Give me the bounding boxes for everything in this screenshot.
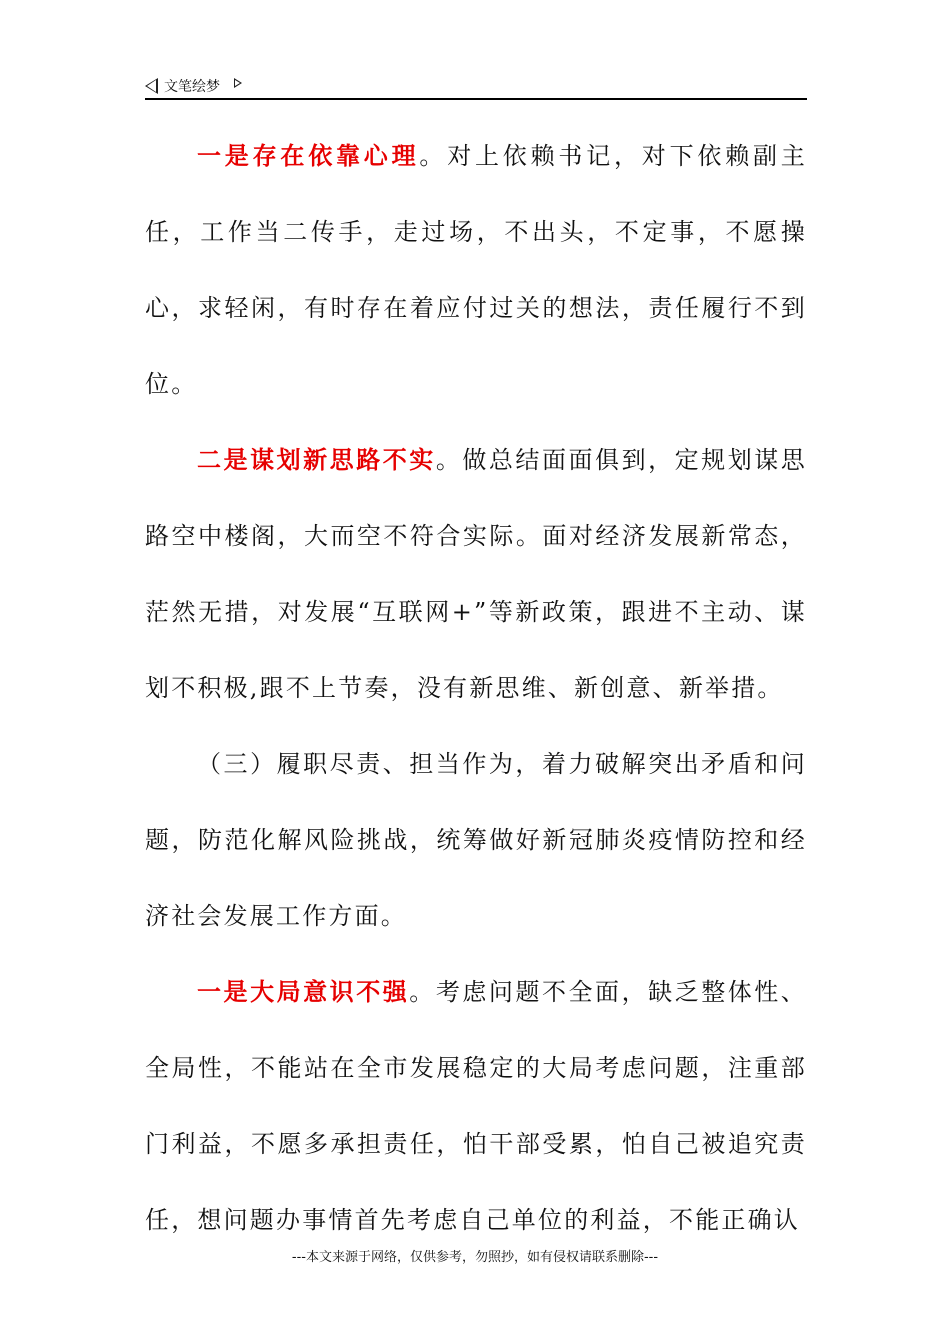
triangle-right-icon xyxy=(234,78,242,88)
document-body xyxy=(145,118,807,1258)
footer-notice: ---本文来源于网络，仅供参考，勿照抄，如有侵权请联系删除--- xyxy=(291,1250,659,1265)
paragraph-3-body: （三）履职尽责、担当作为，着力破解突出矛盾和问题，防范化解风险挑战，统筹做好新冠肺炎疫情防控和经济社会发展工作方面。 xyxy=(145,750,807,930)
paragraph-2-body: 。做总结面面俱到，定规划谋思路空中楼阁，大而空不符合实际。面对经济发展新常态，茫然无措，对发展“互联网+”等新政策，跟进不主动、谋划不积极,跟不上节奏，没有新思维、新创意、新举措。 xyxy=(145,446,807,702)
paragraph-4 xyxy=(145,954,807,1258)
page-header xyxy=(145,72,807,100)
paragraph-2-lead: 二是谋划新思路不实 xyxy=(197,445,436,474)
brand-name: 文笔绘梦 xyxy=(164,79,220,95)
triangle-left-icon xyxy=(145,78,158,94)
paragraph-1-lead: 一是存在依靠心理 xyxy=(197,141,420,170)
header-brand xyxy=(145,76,242,96)
paragraph-1-body: 。对上依赖书记，对下依赖副主任，工作当二传手，走过场，不出头，不定事，不愿操心，求轻闲，有时存在着应付过关的想法，责任履行不到位。 xyxy=(145,142,807,398)
paragraph-4-lead: 一是大局意识不强 xyxy=(197,977,410,1006)
paragraph-4-body: 。考虑问题不全面，缺乏整体性、全局性，不能站在全市发展稳定的大局考虑问题，注重部门利益，不愿多承担责任，怕干部受累，怕自己被追究责任，想问题办事情首先考虑自己单位的利益，不能正确认 xyxy=(145,978,807,1234)
paragraph-1 xyxy=(145,118,807,422)
paragraph-2 xyxy=(145,422,807,726)
paragraph-3 xyxy=(145,726,807,954)
